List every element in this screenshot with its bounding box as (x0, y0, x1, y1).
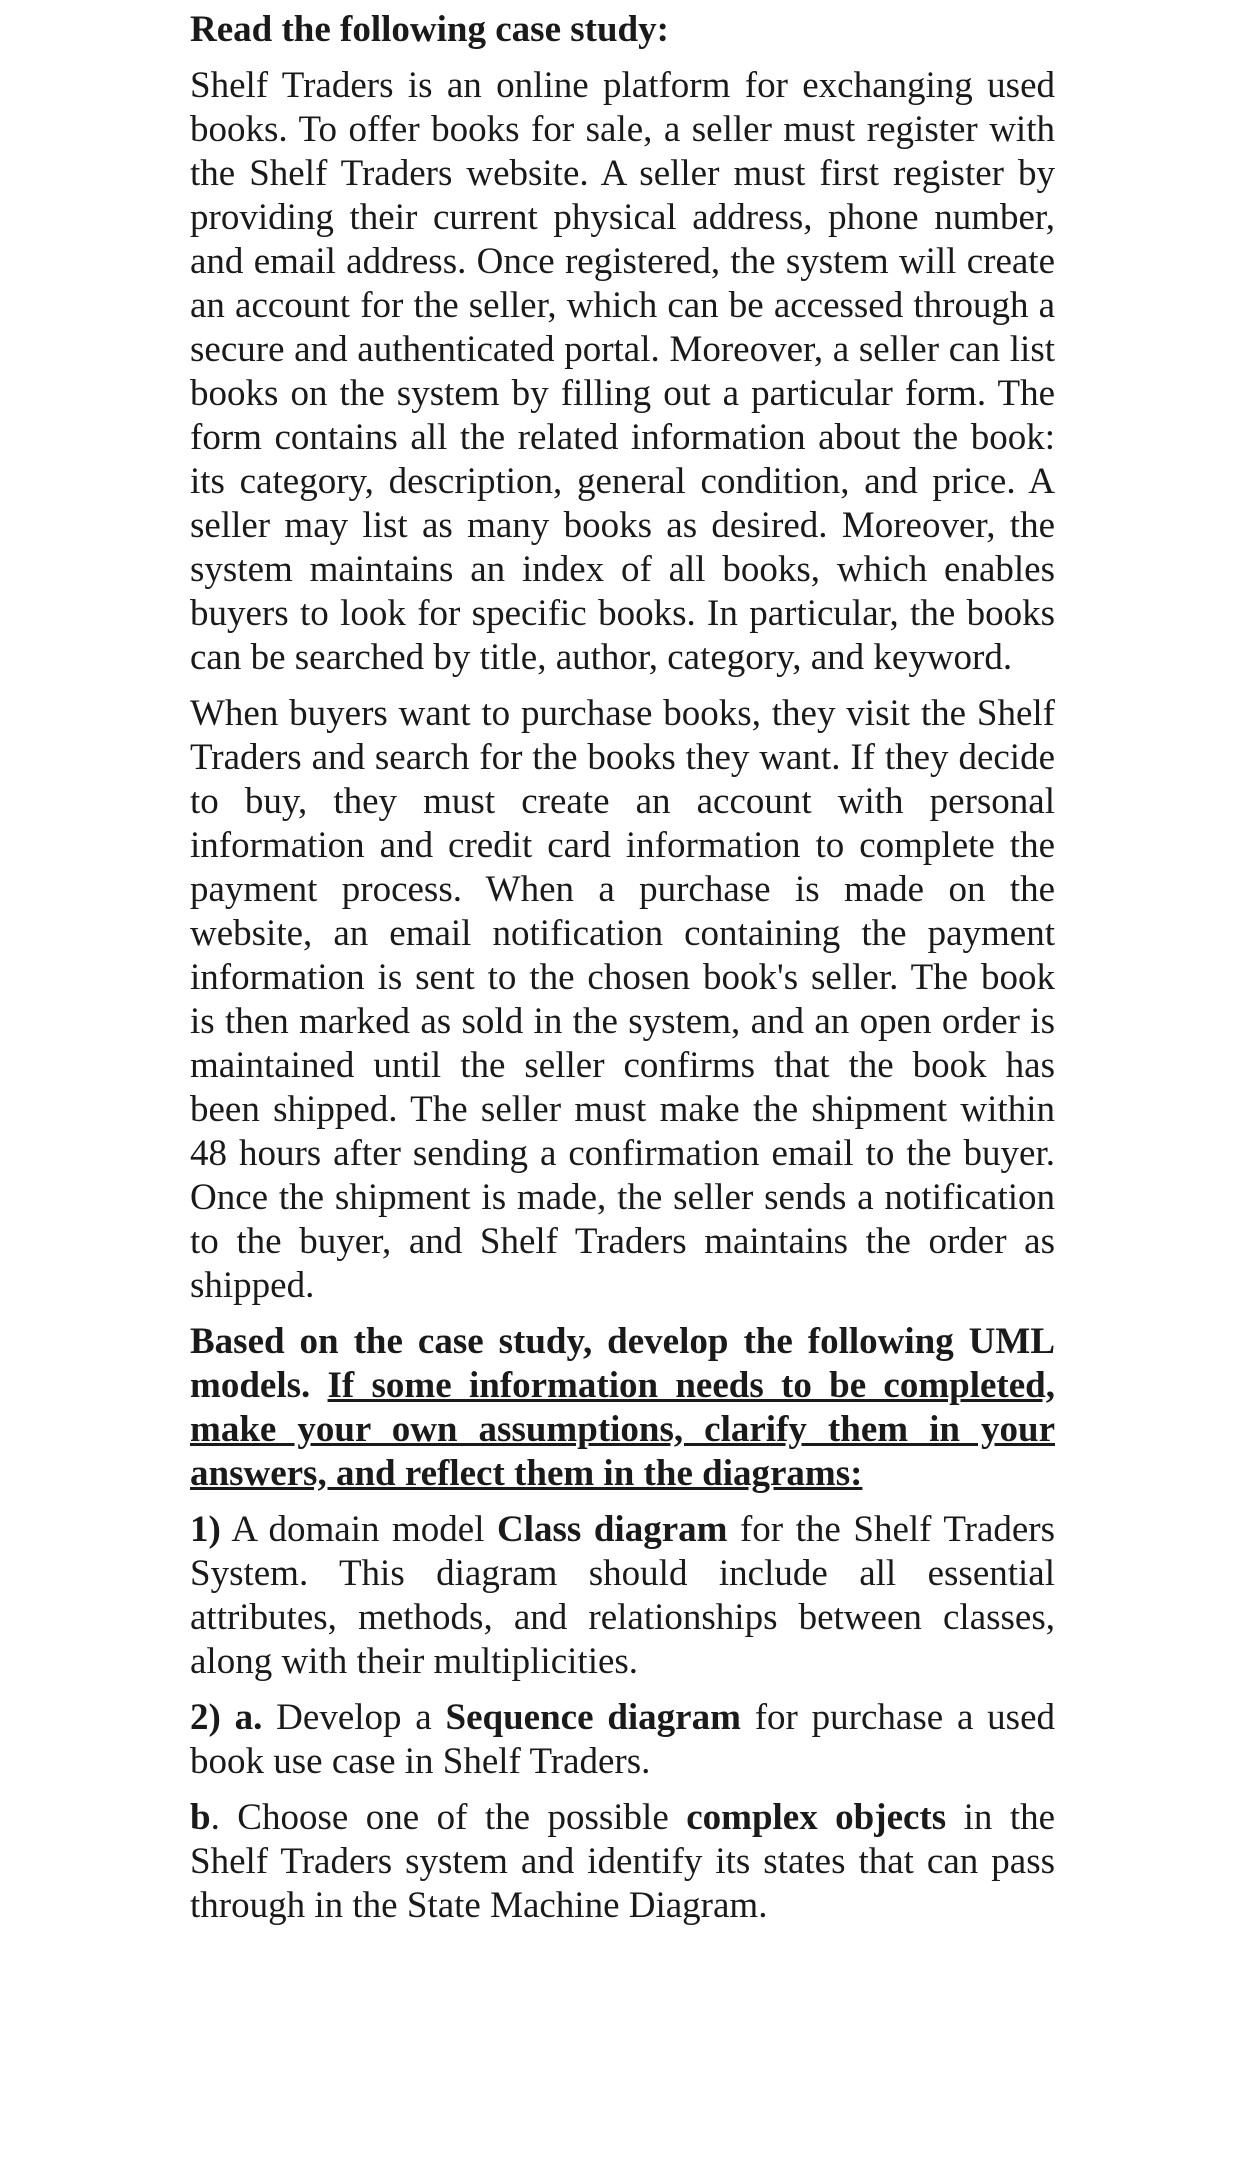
question-1-post: for the Shelf Traders System. This diagram should include all essential attributes, methods, and relationships between classes, along with their multiplicities. (190, 1509, 1056, 1682)
question-2a-number: 2) a. (190, 1697, 263, 1738)
question-1-number: 1) (190, 1509, 221, 1550)
question-2b (190, 1796, 1055, 1928)
task-instructions (190, 1320, 1055, 1496)
question-2b-post: in the Shelf Traders system and identify its states that can pass through in the State Machine Diagram. (190, 1797, 1056, 1926)
task-intro: Based on the case study, develop the following UML models. (190, 1321, 1055, 1406)
question-2a-pre: Develop a (276, 1697, 432, 1738)
question-2a-emphasis: Sequence diagram (445, 1697, 741, 1738)
question-2b-number: b (190, 1797, 211, 1838)
case-study-paragraph-2: When buyers want to purchase books, they visit the Shelf Traders and search for the books they want. If they decide to buy, they must create an account with personal information and credit card information to complete the payment process. When a purchase is made on the website, an email notification containing the payment information is sent to the chosen book's seller. The book is then marked as sold in the system, and an open order is maintained until the seller confirms that the book has been shipped. The seller must make the shipment within 48 hours after sending a confirmation email to the buyer. Once the shipment is made, the seller sends a notification to the buyer, and Shelf Traders maintains the order as shipped. (190, 693, 1055, 1306)
case-study-paragraph-1: Shelf Traders is an online platform for exchanging used books. To offer books for sale, a seller must register with the Shelf Traders website. A seller must first register by providing their current physical address, phone number, and email address. Once registered, the system will create an account for the seller, which can be accessed through a secure and authenticated portal. Moreover, a seller can list books on the system by filling out a particular form. The form contains all the related information about the book: its category, description, general condition, and price. A seller may list as many books as desired. Moreover, the system maintains an index of all books, which enables buyers to look for specific books. In particular, the books can be searched by title, author, category, and keyword. (190, 65, 1055, 678)
question-2b-emphasis: complex objects (686, 1797, 947, 1838)
question-2b-pre: . Choose one of the possible (210, 1797, 669, 1838)
task-assumptions-note: If some information needs to be completed, make your own assumptions, clarify them in your answers, and reflect them in the diagrams: (190, 1365, 1055, 1494)
question-1 (190, 1508, 1055, 1684)
question-2a-post: for purchase a used book use case in Shelf Traders. (190, 1697, 1055, 1782)
case-study-heading: Read the following case study: (190, 9, 669, 50)
document-page (190, 8, 1055, 1940)
question-2a (190, 1696, 1055, 1784)
question-1-emphasis: Class diagram (497, 1509, 728, 1550)
question-1-pre: A domain model (231, 1509, 485, 1550)
